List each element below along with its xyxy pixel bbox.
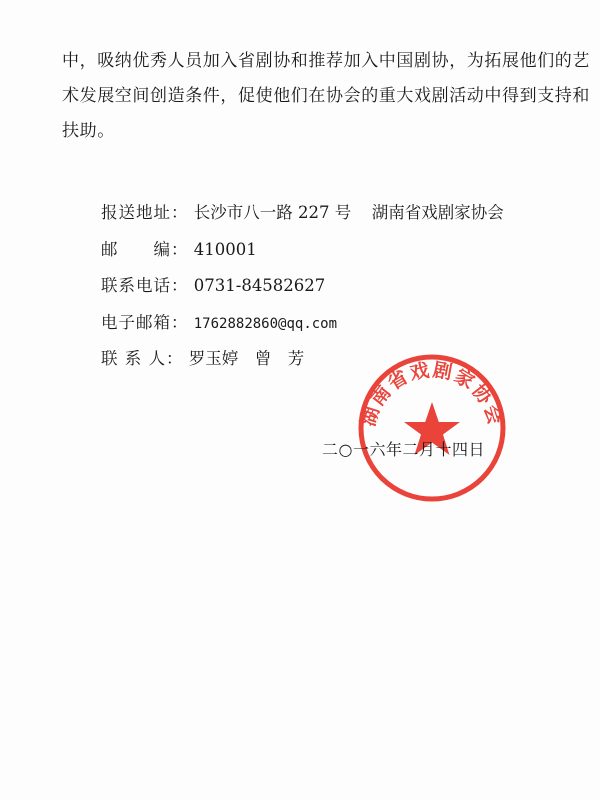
email-value: 1762882860@qq.com — [193, 315, 338, 332]
official-seal-stamp — [356, 352, 508, 504]
address-value: 长沙市八一路 227 号 — [193, 203, 352, 222]
email-row — [101, 308, 541, 345]
phone-label: 联系电话： — [101, 276, 189, 295]
postcode-value: 410001 — [193, 239, 257, 259]
address-org: 湖南省戏剧家协会 — [371, 203, 504, 222]
paragraph-line: 中，吸纳优秀人员加入省剧协和推荐加入中国剧协，为拓展他们的艺 — [62, 51, 590, 71]
person-value: 罗玉婷 曾 芳 — [188, 349, 305, 368]
phone-row — [101, 271, 541, 308]
phone-value: 0731-84582627 — [193, 276, 326, 295]
body-paragraph — [62, 44, 590, 149]
address-row — [101, 198, 541, 235]
paragraph-line: 扶助。 — [62, 121, 115, 141]
signature-date: 二○一六年二月十四日 — [322, 440, 485, 459]
postcode-label: 邮 编： — [101, 239, 189, 259]
address-label: 报送地址： — [101, 203, 189, 222]
email-label: 电子邮箱： — [101, 312, 189, 332]
postcode-row — [101, 235, 541, 272]
seal-text: 湖南省戏剧家协会 — [357, 358, 507, 429]
paragraph-line: 术发展空间创造条件，促使他们在协会的重大戏剧活动中得到支持和 — [62, 86, 590, 106]
person-label: 联 系 人： — [101, 349, 184, 368]
